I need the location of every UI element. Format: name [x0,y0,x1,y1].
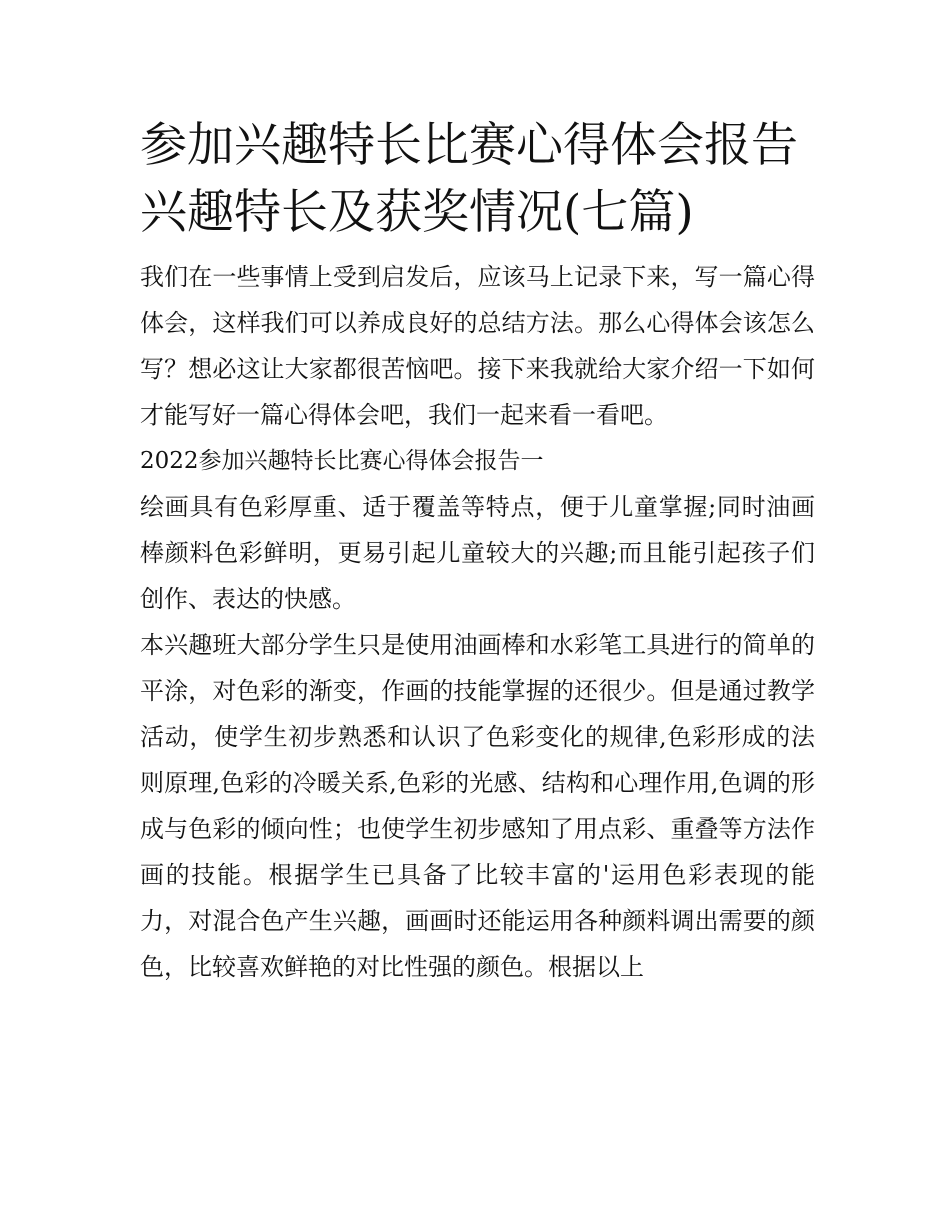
document-title: 参加兴趣特长比赛心得体会报告 兴趣特长及获奖情况(七篇) [140,118,798,240]
section-heading: 2022参加兴趣特长比赛心得体会报告一 [140,448,544,474]
intro-paragraph: 我们在一些事情上受到启发后，应该马上记录下来，写一篇心得体会，这样我们可以养成良好的总结方法。那么心得体会该怎么写？想必这让大家都很苦恼吧。接下来我就给大家介绍一下如何才能写好一篇心得体会吧，我们一起来看一看吧。 [140,263,815,429]
document-page [140,112,815,990]
body-paragraph-2: 本兴趣班大部分学生只是使用油画棒和水彩笔工具进行的简单的平涂，对色彩的渐变，作画的技能掌握的还很少。但是通过教学活动，使学生初步熟悉和认识了色彩变化的规律,色彩形成的法则原理,色彩的冷暖关系,色彩的光感、结构和心理作用,色调的形成与色彩的倾向性；也使学生初步感知了用点彩、重叠等方法作画的技能。根据学生已具备了比较丰富的'运用色彩表现的能力，对混合色产生兴趣，画画时还能运用各种颜料调出需要的颜色，比较喜欢鲜艳的对比性强的颜色。根据以上 [140,631,815,981]
body-paragraph-1: 绘画具有色彩厚重、适于覆盖等特点，便于儿童掌握;同时油画棒颜料色彩鲜明，更易引起儿童较大的兴趣;而且能引起孩子们创作、表达的快感。 [140,493,815,613]
